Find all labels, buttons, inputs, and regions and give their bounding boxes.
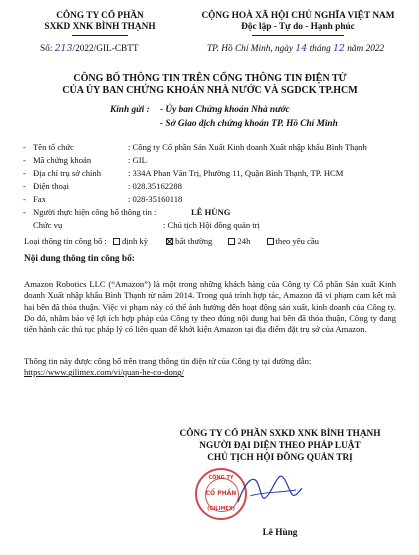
date-month-handwritten: 12 bbox=[333, 43, 345, 54]
document-date: TP. Hồ Chí Minh, ngày 14 tháng 12 năm 2022 bbox=[207, 43, 385, 54]
recipients-label: Kính gửi : bbox=[110, 105, 150, 115]
handwritten-signature bbox=[232, 462, 312, 517]
content-paragraph-2: Thông tin này được công bố trên trang thông tin điện tử của Công ty tại đường dẫn: https://www.gilimex.com/vi/quan-he-co-dong/ bbox=[24, 356, 396, 379]
document-page: CÔNG TY CỔ PHẦN SXKD XNK BÌNH THẠNH CỘNG HOÀ XÃ HỘI CHỦ NGHĨA VIỆT NAM Độc lập - Tự do - Hạnh phúc Số: 213/2022/GIL-CBTT TP. Hồ Chí Minh, ngày 14 tháng 12 năm 2022 CÔNG BỐ THÔNG TIN TRÊN CỔNG THÔNG TIN ĐIỆN TỬ CỦA ỦY BAN CHỨNG KHOÁN NHÀ NƯỚC VÀ SGDCK TP.HCM Kính gửi : - Ủy ban Chứng khoán Nhà nước - Sở Giao dịch chứng khoán TP. Hồ Chí Minh - Tên tổ chức : Công ty Cổ phần Sản Xuất Kinh doanh Xuất nhập khẩu Bình Thạnh - Mã chứng khoán : GIL - Địa chỉ trụ sở chính : 334A Phan Văn Trị, Phường 11, Quận Bình Thạnh, TP. HCM - Điện thoại : 028.35162288 - Fax : 028-35160118 - Người thực hiện công bố thông tin : LÊ HÙNG Chức vụ : Chủ tịch Hội đồng quản trị Loại thông tin công bố : định kỳ bất thường 24h theo yêu cầu Nội dung thông tin công bố: Amazon Robotics LLC (“Amazon”) là một trong những khách hàng của Công ty Cổ phần Sản xuất Kinh doanh Xuất nhập khẩu Bình Thạnh từ năm 2014. Trong quá trình hợp tác, Amazon đã vi phạm cam kết mà hai bên đã thỏa thuận. Việc vi phạm này có thể ảnh hưởng đến hoạt động sản xuất, kinh doanh của Công ty. Do đó, nhằm bảo vệ lợi ích hợp pháp của Công ty theo đúng nội dung hai bên đã thỏa thuận, Công ty đang tiến hành các thủ tục pháp lý có liên quan để khởi kiện Amazon tại địa điểm đặt trụ sở của Amazon. Thông tin này được công bố trên trang thông tin điện tử của Công ty tại đường dẫn: https://www.gilimex.com/vi/quan-he-co-dong/ CÔNG TY CỔ PHẦN SXKD XNK BÌNH THẠNH NGƯỜI ĐẠI DIỆN THEO PHÁP LUẬT CHỦ TỊCH HỘI ĐỒNG QUẢN TRỊ CÔNG TY CỔ PHẦN (GILIMEX) Lê Hùng bbox=[0, 0, 419, 555]
signature-role-line2: CHỦ TỊCH HỘI ĐỒNG QUẢN TRỊ bbox=[207, 453, 353, 463]
company-name-line2: SXKD XNK BÌNH THẠNH bbox=[44, 22, 156, 32]
checkbox-periodic bbox=[113, 238, 120, 245]
signature-company: CÔNG TY CỔ PHẦN SXKD XNK BÌNH THẠNH bbox=[179, 429, 381, 439]
document-number: Số: 213/2022/GIL-CBTT bbox=[40, 43, 139, 54]
checkbox-on-request bbox=[267, 238, 274, 245]
type-extraordinary: bất thường bbox=[166, 236, 212, 246]
checkbox-24h bbox=[228, 238, 235, 245]
title-line1: CÔNG BỐ THÔNG TIN TRÊN CỔNG THÔNG TIN ĐIỆN TỬ bbox=[73, 73, 347, 84]
recipient-ssc: - Ủy ban Chứng khoán Nhà nước bbox=[160, 105, 290, 115]
type-on-request: theo yêu cầu bbox=[267, 236, 319, 246]
type-periodic: định kỳ bbox=[113, 236, 148, 246]
header-underline-left bbox=[72, 35, 128, 36]
content-heading: Nội dung thông tin công bố: bbox=[24, 254, 135, 264]
title-line2: CỦA ỦY BAN CHỨNG KHOÁN NHÀ NƯỚC VÀ SGDCK TP.HCM bbox=[62, 85, 358, 96]
header-underline-right bbox=[252, 35, 344, 36]
signer-name: Lê Hùng bbox=[262, 528, 298, 538]
checkbox-extraordinary bbox=[166, 238, 173, 245]
type-24h: 24h bbox=[228, 236, 250, 246]
date-day-handwritten: 14 bbox=[295, 43, 308, 54]
country-name: CỘNG HOÀ XÃ HỘI CHỦ NGHĨA VIỆT NAM bbox=[201, 11, 395, 21]
company-name-line1: CÔNG TY CỔ PHẦN bbox=[56, 11, 144, 21]
country-motto: Độc lập - Tự do - Hạnh phúc bbox=[241, 22, 355, 32]
content-paragraph-1: Amazon Robotics LLC (“Amazon”) là một trong những khách hàng của Công ty Cổ phần Sản xuất Kinh doanh Xuất nhập khẩu Bình Thạnh từ năm 2014. Trong quá trình hợp tác, Amazon đã vi phạm cam kết mà hai bên đã thỏa thuận. Việc vi phạm này có thể ảnh hưởng đến hoạt động sản xuất, kinh doanh của Công ty. Do đó, nhằm bảo vệ lợi ích hợp pháp của Công ty theo đúng nội dung hai bên đã thỏa thuận, Công ty đang tiến hành các thủ tục pháp lý có liên quan để khởi kiện Amazon tại địa điểm đặt trụ sở của Amazon. bbox=[24, 279, 396, 335]
document-number-handwritten: 213 bbox=[54, 43, 73, 54]
signature-role-line1: NGƯỜI ĐẠI DIỆN THEO PHÁP LUẬT bbox=[199, 441, 361, 451]
disclosure-type: Loại thông tin công bố : định kỳ bất thường 24h theo yêu cầu bbox=[24, 236, 319, 246]
company-seal: CÔNG TY CỔ PHẦN (GILIMEX) bbox=[195, 468, 247, 520]
recipient-hose: - Sở Giao dịch chứng khoán TP. Hồ Chí Minh bbox=[160, 119, 338, 129]
disclosure-link[interactable]: https://www.gilimex.com/vi/quan-he-co-dong/ bbox=[24, 367, 184, 378]
